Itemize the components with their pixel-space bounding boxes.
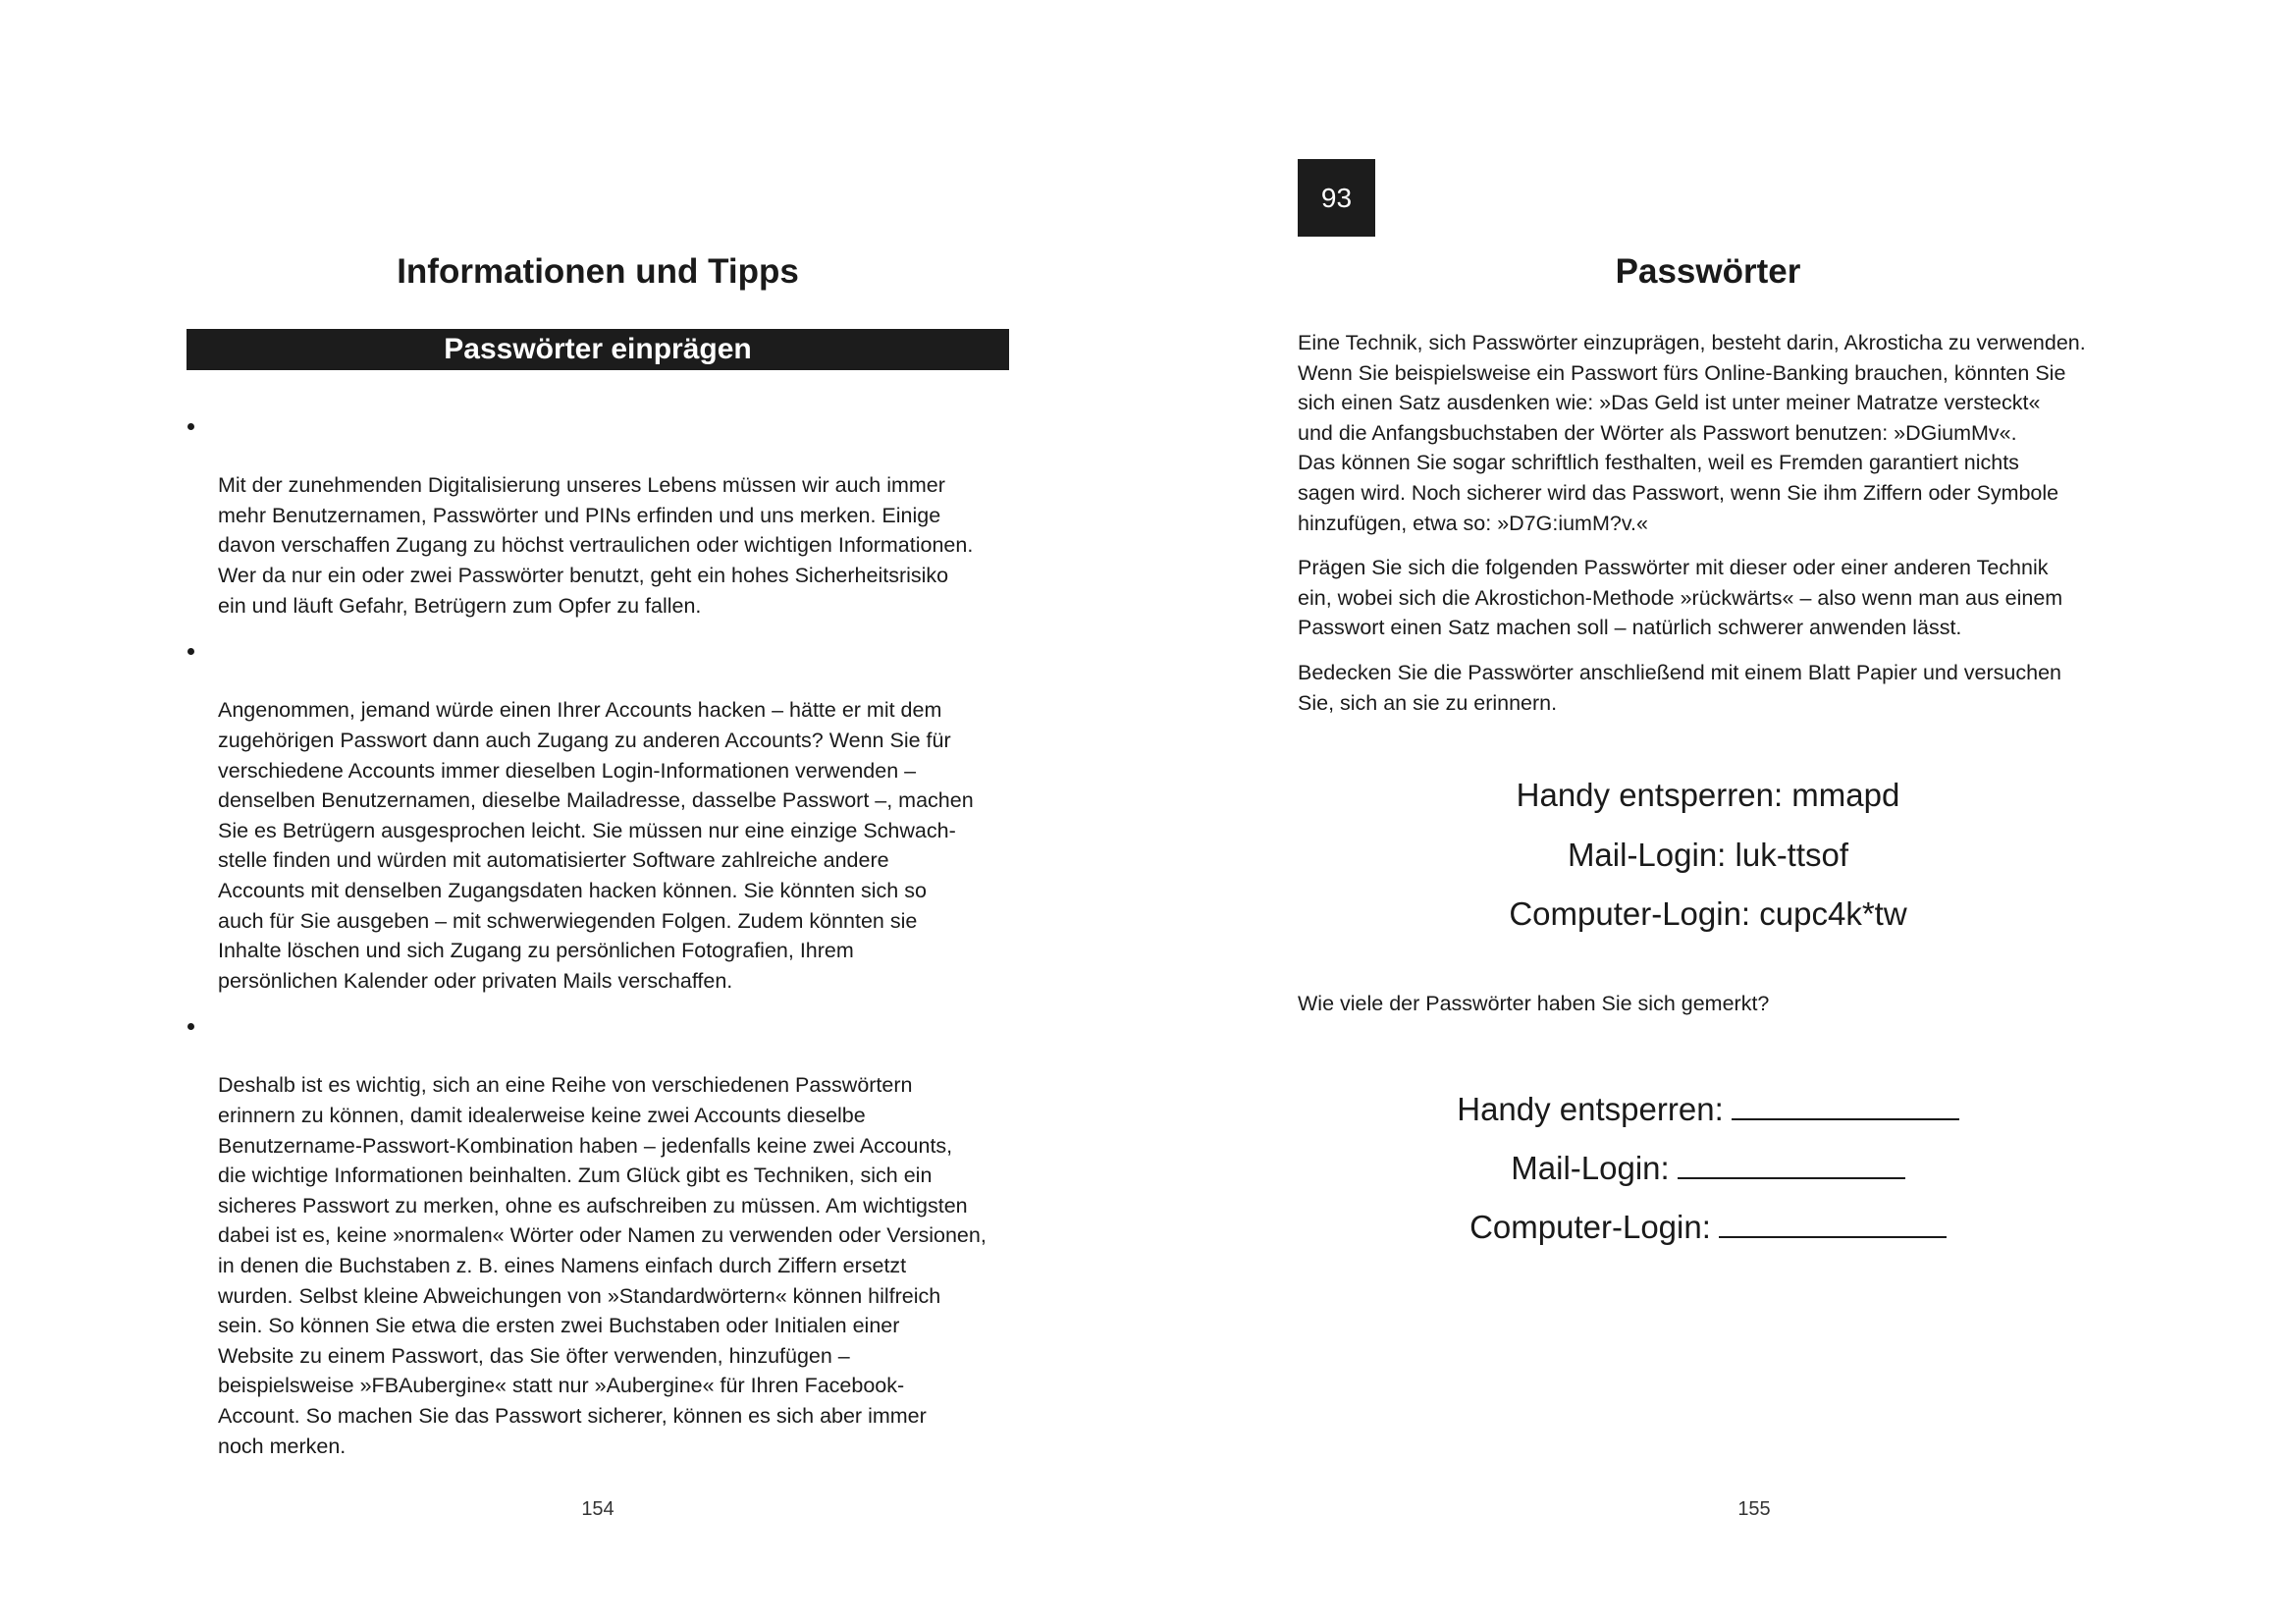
right-page (1148, 0, 2296, 1624)
bullet-icon (187, 1023, 194, 1030)
bullet-icon (187, 423, 194, 430)
bullet-text: Deshalb ist es wichtig, sich an eine Reihe von verschiedenen Passwörtern erinnern zu können, damit idealerweise keine zwei Accounts dieselbe Benutzername-Passwort-Kombination haben – jedenfalls keine zwei Accounts, die wichtige Informationen beinhalten. Zum Glück gibt es Techniken, sich ein sicheres Passwort zu merken, ohne es aufschreiben zu müssen. Am wichtigsten dabei ist es, keine »normalen« Wörter oder Namen zu verwenden oder Versionen, in denen die Buchstaben z. B. eines Namens einfach durch Ziffern ersetzt wurden. Selbst kleine Abweichungen von »Standardwörtern« können hilfreich sein. So können Sie etwa die ersten zwei Buchstaben oder Initialen einer Website zu einem Passwort, das Sie öfter verwenden, hinzufügen – beispielsweise »FBAubergine« statt nur »Aubergine« für Ihren Facebook- Account. So machen Sie das Passwort sicherer, können es sich aber immer noch merken. (218, 1073, 987, 1458)
exercise-instructions (1298, 328, 2132, 732)
bullet-list (187, 410, 1011, 1476)
page-title: Informationen und Tipps (397, 252, 799, 291)
bullet-item (187, 635, 1011, 996)
instruction-paragraph: Bedecken Sie die Passwörter anschließend mit einem Blatt Papier und versuchen Sie, sich an sie zu erinnern. (1298, 660, 2061, 715)
bullet-text: Angenommen, jemand würde einen Ihrer Accounts hacken – hätte er mit dem zugehörigen Passwort dann auch Zugang zu anderen Accounts? Wenn Sie für verschiedene Accounts immer dieselben Login-Informationen verwenden – denselben Benutzernamen, dieselbe Mailadresse, dasselbe Passwort –, machen Sie es Betrügern ausgesprochen leicht. Sie müssen nur eine einzige Schwach- stelle finden und würden mit automatisierter Software zahlreiche andere Accounts mit denselben Zugangsdaten hacken können. Sie könnten sich so auch für Sie ausgeben – mit schwerwiegenden Folgen. Zudem könnten sie Inhalte löschen und sich Zugang zu persönlichen Fotografien, Ihrem persönlichen Kalender oder privaten Mails verschaffen. (218, 698, 974, 993)
recall-row (1298, 1139, 2118, 1198)
password-item: Handy entsperren: mmapd (1516, 777, 1900, 813)
recall-label: Computer-Login: (1469, 1209, 1711, 1245)
instruction-paragraph: Eine Technik, sich Passwörter einzuprägen, besteht darin, Akrosticha zu verwenden. Wenn Sie beispielsweise ein Passwort fürs Online-Banking brauchen, könnten Sie sich einen Satz ausdenken wie: »Das Geld ist unter meiner Matratze versteckt« und die Anfangsbuchstaben der Wörter als Passwort benutzen: »DGiumMv«. Das können Sie sogar schriftlich festhalten, weil es Fremden garantiert nichts sagen wird. Noch sicherer wird das Passwort, wenn Sie ihm Ziffern oder Symbole hinzufügen, etwa so: »D7G:iumM?v.« (1298, 331, 2086, 535)
password-item: Mail-Login: luk-ttsof (1567, 836, 1849, 873)
recall-answer-blank[interactable] (1678, 1148, 1905, 1179)
password-item: Computer-Login: cupc4k*tw (1509, 895, 1907, 932)
recall-answer-blank[interactable] (1719, 1207, 1947, 1238)
recall-question: Wie viele der Passwörter haben Sie sich gemerkt? (1298, 992, 1770, 1015)
bullet-icon (187, 648, 194, 655)
recall-label: Mail-Login: (1511, 1150, 1670, 1186)
password-list (1298, 766, 2118, 945)
recall-form (1298, 1080, 2118, 1257)
recall-row (1298, 1198, 2118, 1257)
recall-label: Handy entsperren: (1457, 1091, 1724, 1127)
page-number-left: 154 (581, 1498, 614, 1520)
exercise-title: Passwörter (1615, 252, 1801, 291)
bullet-item (187, 1010, 1011, 1461)
instruction-paragraph: Prägen Sie sich die folgenden Passwörter mit dieser oder einer anderen Technik ein, wobei sich die Akrostichon-Methode »rückwärts« – also wenn man aus einem Passwort einen Satz machen soll – natürlich schwerer anwenden lässt. (1298, 556, 2063, 640)
section-heading: Passwörter einprägen (187, 329, 1009, 370)
exercise-number-badge: 93 (1298, 159, 1375, 237)
page-number-right: 155 (1737, 1498, 1771, 1520)
recall-row (1298, 1080, 2118, 1139)
recall-answer-blank[interactable] (1732, 1089, 1959, 1120)
bullet-item (187, 410, 1011, 621)
bullet-text: Mit der zunehmenden Digitalisierung unseres Lebens müssen wir auch immer mehr Benutzernamen, Passwörter und PINs erfinden und uns merken. Einige davon verschaffen Zugang zu höchst vertraulichen oder wichtigen Informationen. Wer da nur ein oder zwei Passwörter benutzt, geht ein hohes Sicherheitsrisiko ein und läuft Gefahr, Betrügern zum Opfer zu fallen. (218, 473, 974, 618)
